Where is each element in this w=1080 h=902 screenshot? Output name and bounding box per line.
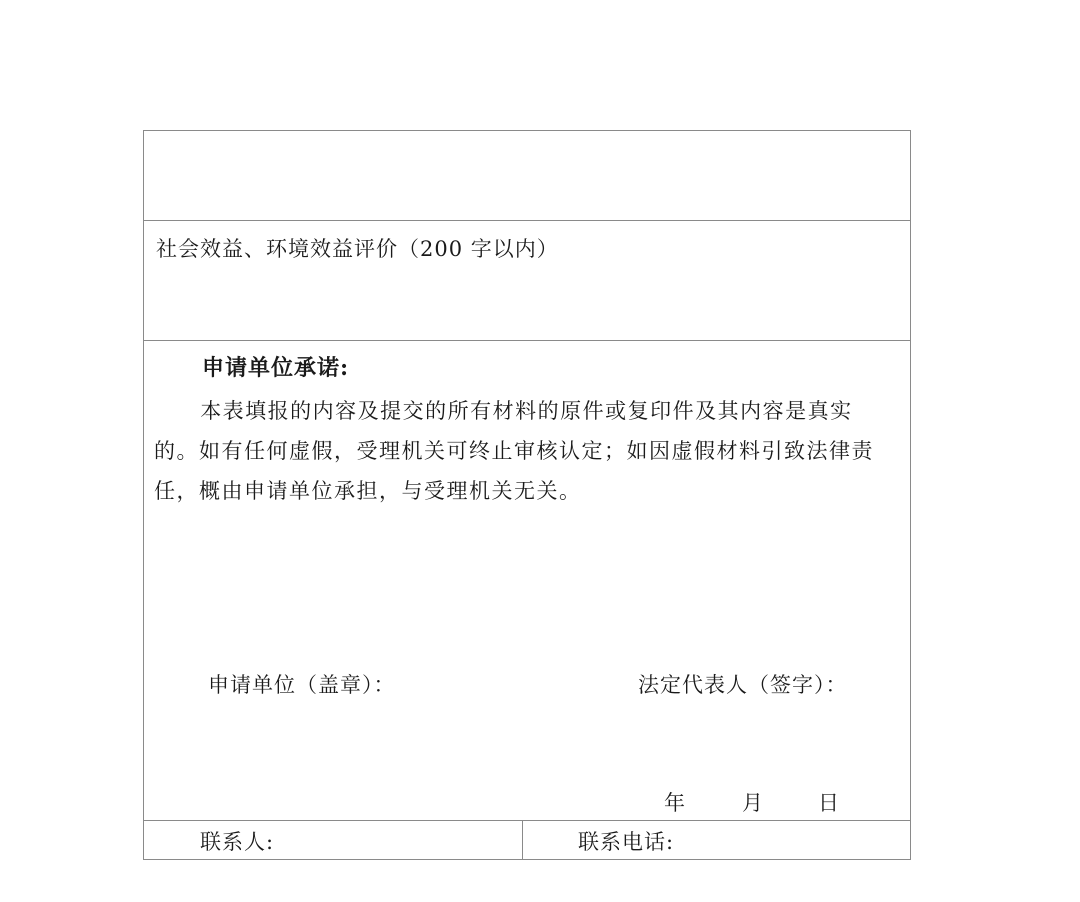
previous-section-blank-cell[interactable] [144, 131, 910, 221]
legal-representative-signature-label: 法定代表人（签字）： [638, 673, 848, 697]
contact-person-label: 联系人: [200, 830, 275, 854]
date-month-label: 月 [742, 791, 763, 815]
commitment-cell [144, 341, 910, 821]
commitment-statement: 本表填报的内容及提交的所有材料的原件或复印件及其内容是真实的。如有任何虚假，受理机关可终止审核认定；如因虚假材料引致法律责任，概由申请单位承担，与受理机关无关。 [154, 399, 874, 503]
date-year-label: 年 [664, 791, 685, 815]
date-day-label: 日 [818, 791, 839, 815]
contact-divider [522, 821, 523, 860]
contact-row [144, 821, 910, 860]
benefit-evaluation-label: 社会效益、环境效益评价（200 字以内） [156, 237, 559, 261]
contact-phone-label: 联系电话: [578, 830, 675, 854]
commitment-heading: 申请单位承诺: [202, 355, 350, 381]
benefit-evaluation-cell[interactable] [144, 221, 910, 341]
application-form-table [143, 130, 911, 860]
applicant-seal-label: 申请单位（盖章）： [208, 673, 396, 697]
